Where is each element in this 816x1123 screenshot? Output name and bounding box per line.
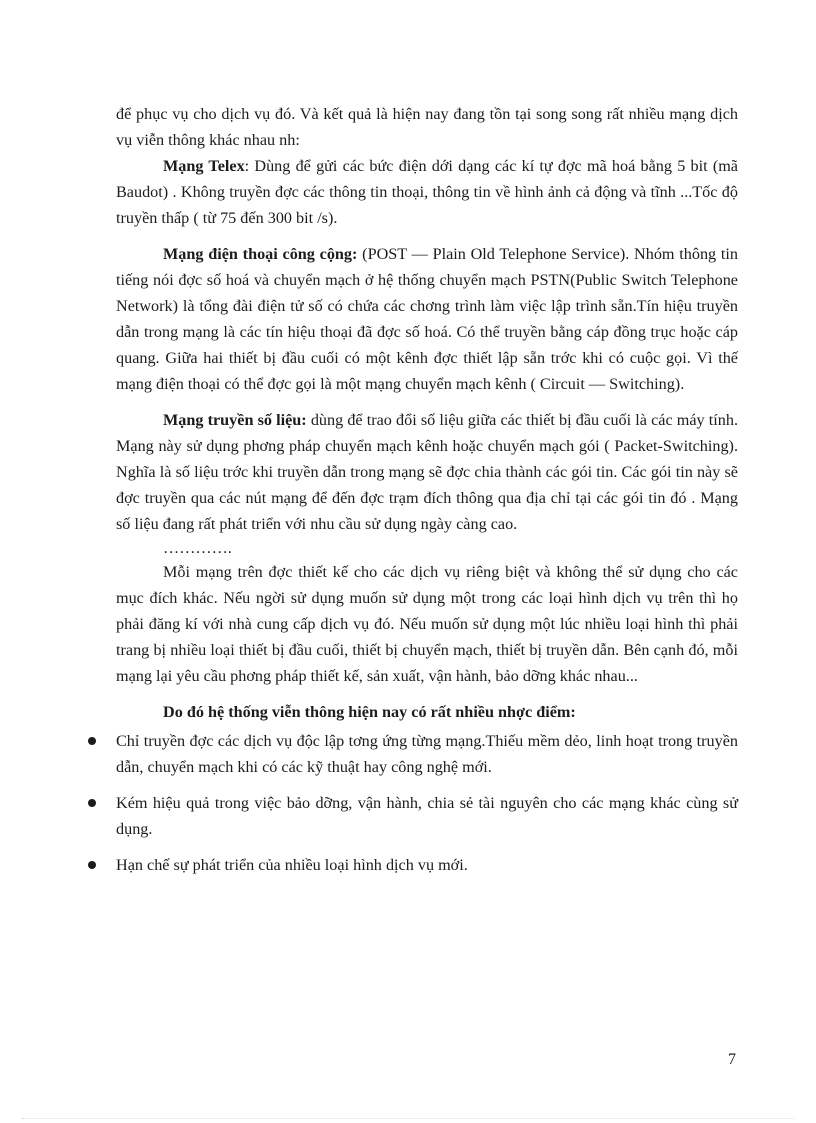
body-text (116, 101, 738, 878)
telex-text: : Dùng để gửi các bức điện dới dạng các kí tự đợc mã hoá bằng 5 bit (mã Baudot) . Không truyền đợc các thông tin thoại, thông tin về hình ảnh cả động và tĩnh ...Tốc độ truyền thấp ( từ 75 đến 300 bit /s). (116, 157, 738, 227)
bullet-icon (88, 861, 96, 869)
list-item (66, 728, 738, 780)
data-network-text: dùng để trao đổi số liệu giữa các thiết bị đầu cuối là các máy tính. Mạng này sử dụng phơng pháp chuyển mạch kênh hoặc chuyển mạch gói ( Packet-Switching). Nghĩa là số liệu trớc khi truyền dẫn trong mạng sẽ đợc chia thành các gói tin. Các gói tin này sẽ đợc truyền qua các nút mạng để đến đợc trạm đích thông qua địa chỉ tại các gói tin đó . Mạng số liệu đang rất phát triển với nhu cầu sử dụng ngày càng cao. (116, 411, 738, 533)
drawback-list (116, 728, 738, 878)
telephone-text: (POST — Plain Old Telephone Service). Nhóm thông tin tiếng nói đợc số hoá và chuyển mạch ở hệ thống chuyển mạch PSTN(Public Switch Telephone Network) là tổng đài điện tử số có chứa các chơng trình làm việc lập trình sẵn.Tín hiệu truyền dẫn trong mạng là các tín hiệu thoại đã đợc số hoá. Có thể truyền bằng cáp đồng trục hoặc cáp quang. Giữa hai thiết bị đầu cuối có một kênh đợc thiết lập sẵn trớc khi có cuộc gọi. Vì thế mạng điện thoại có thể đợc gọi là một mạng chuyển mạch kênh ( Circuit — Switching). (116, 245, 738, 393)
page-number: 7 (728, 1051, 736, 1068)
paragraph-telex (116, 153, 738, 231)
bullet-icon (88, 799, 96, 807)
paragraph-telephone (116, 241, 738, 397)
telex-label: Mạng Telex (163, 157, 245, 175)
ellipsis-line: …………. (163, 539, 232, 557)
paragraph-intro: để phục vụ cho dịch vụ đó. Và kết quả là hiện nay đang tồn tại song song rất nhiều mạng dịch vụ viễn thông khác nhau nh: (116, 105, 738, 149)
paragraph-data-network (116, 407, 738, 537)
list-item-text: Kém hiệu quả trong việc bảo dỡng, vận hành, chia sẻ tài nguyên cho các mạng khác cùng sử dụng. (116, 794, 738, 838)
paragraph-networks: Mỗi mạng trên đợc thiết kế cho các dịch vụ riêng biệt và không thể sử dụng cho các mục đích khác. Nếu ngời sử dụng muốn sử dụng một trong các loại hình dịch vụ trên thì họ phải đăng kí với nhà cung cấp dịch vụ đó. Nếu muốn sử dụng một lúc nhiều loại hình thì phải trang bị nhiều loại thiết bị đầu cuối, thiết bị chuyển mạch, thiết bị truyền dẫn. Bên cạnh đó, mỗi mạng lại yêu cầu phơng pháp thiết kế, sản xuất, vận hành, bảo dỡng khác nhau... (116, 563, 738, 685)
section-heading: Do đó hệ thống viễn thông hiện nay có rất nhiều nhợc điểm: (163, 703, 576, 721)
list-item (66, 852, 738, 878)
footer-divider (22, 1118, 794, 1119)
bullet-icon (88, 737, 96, 745)
list-item-text: Hạn chế sự phát triển của nhiều loại hình dịch vụ mới. (116, 856, 468, 874)
list-item (66, 790, 738, 842)
data-network-label: Mạng truyền số liệu: (163, 411, 307, 429)
telephone-label: Mạng điện thoại công cộng: (163, 245, 358, 263)
list-item-text: Chỉ truyền đợc các dịch vụ độc lập tơng ứng từng mạng.Thiếu mềm dẻo, linh hoạt trong truyền dẫn, chuyển mạch khi có các kỹ thuật hay công nghệ mới. (116, 732, 738, 776)
